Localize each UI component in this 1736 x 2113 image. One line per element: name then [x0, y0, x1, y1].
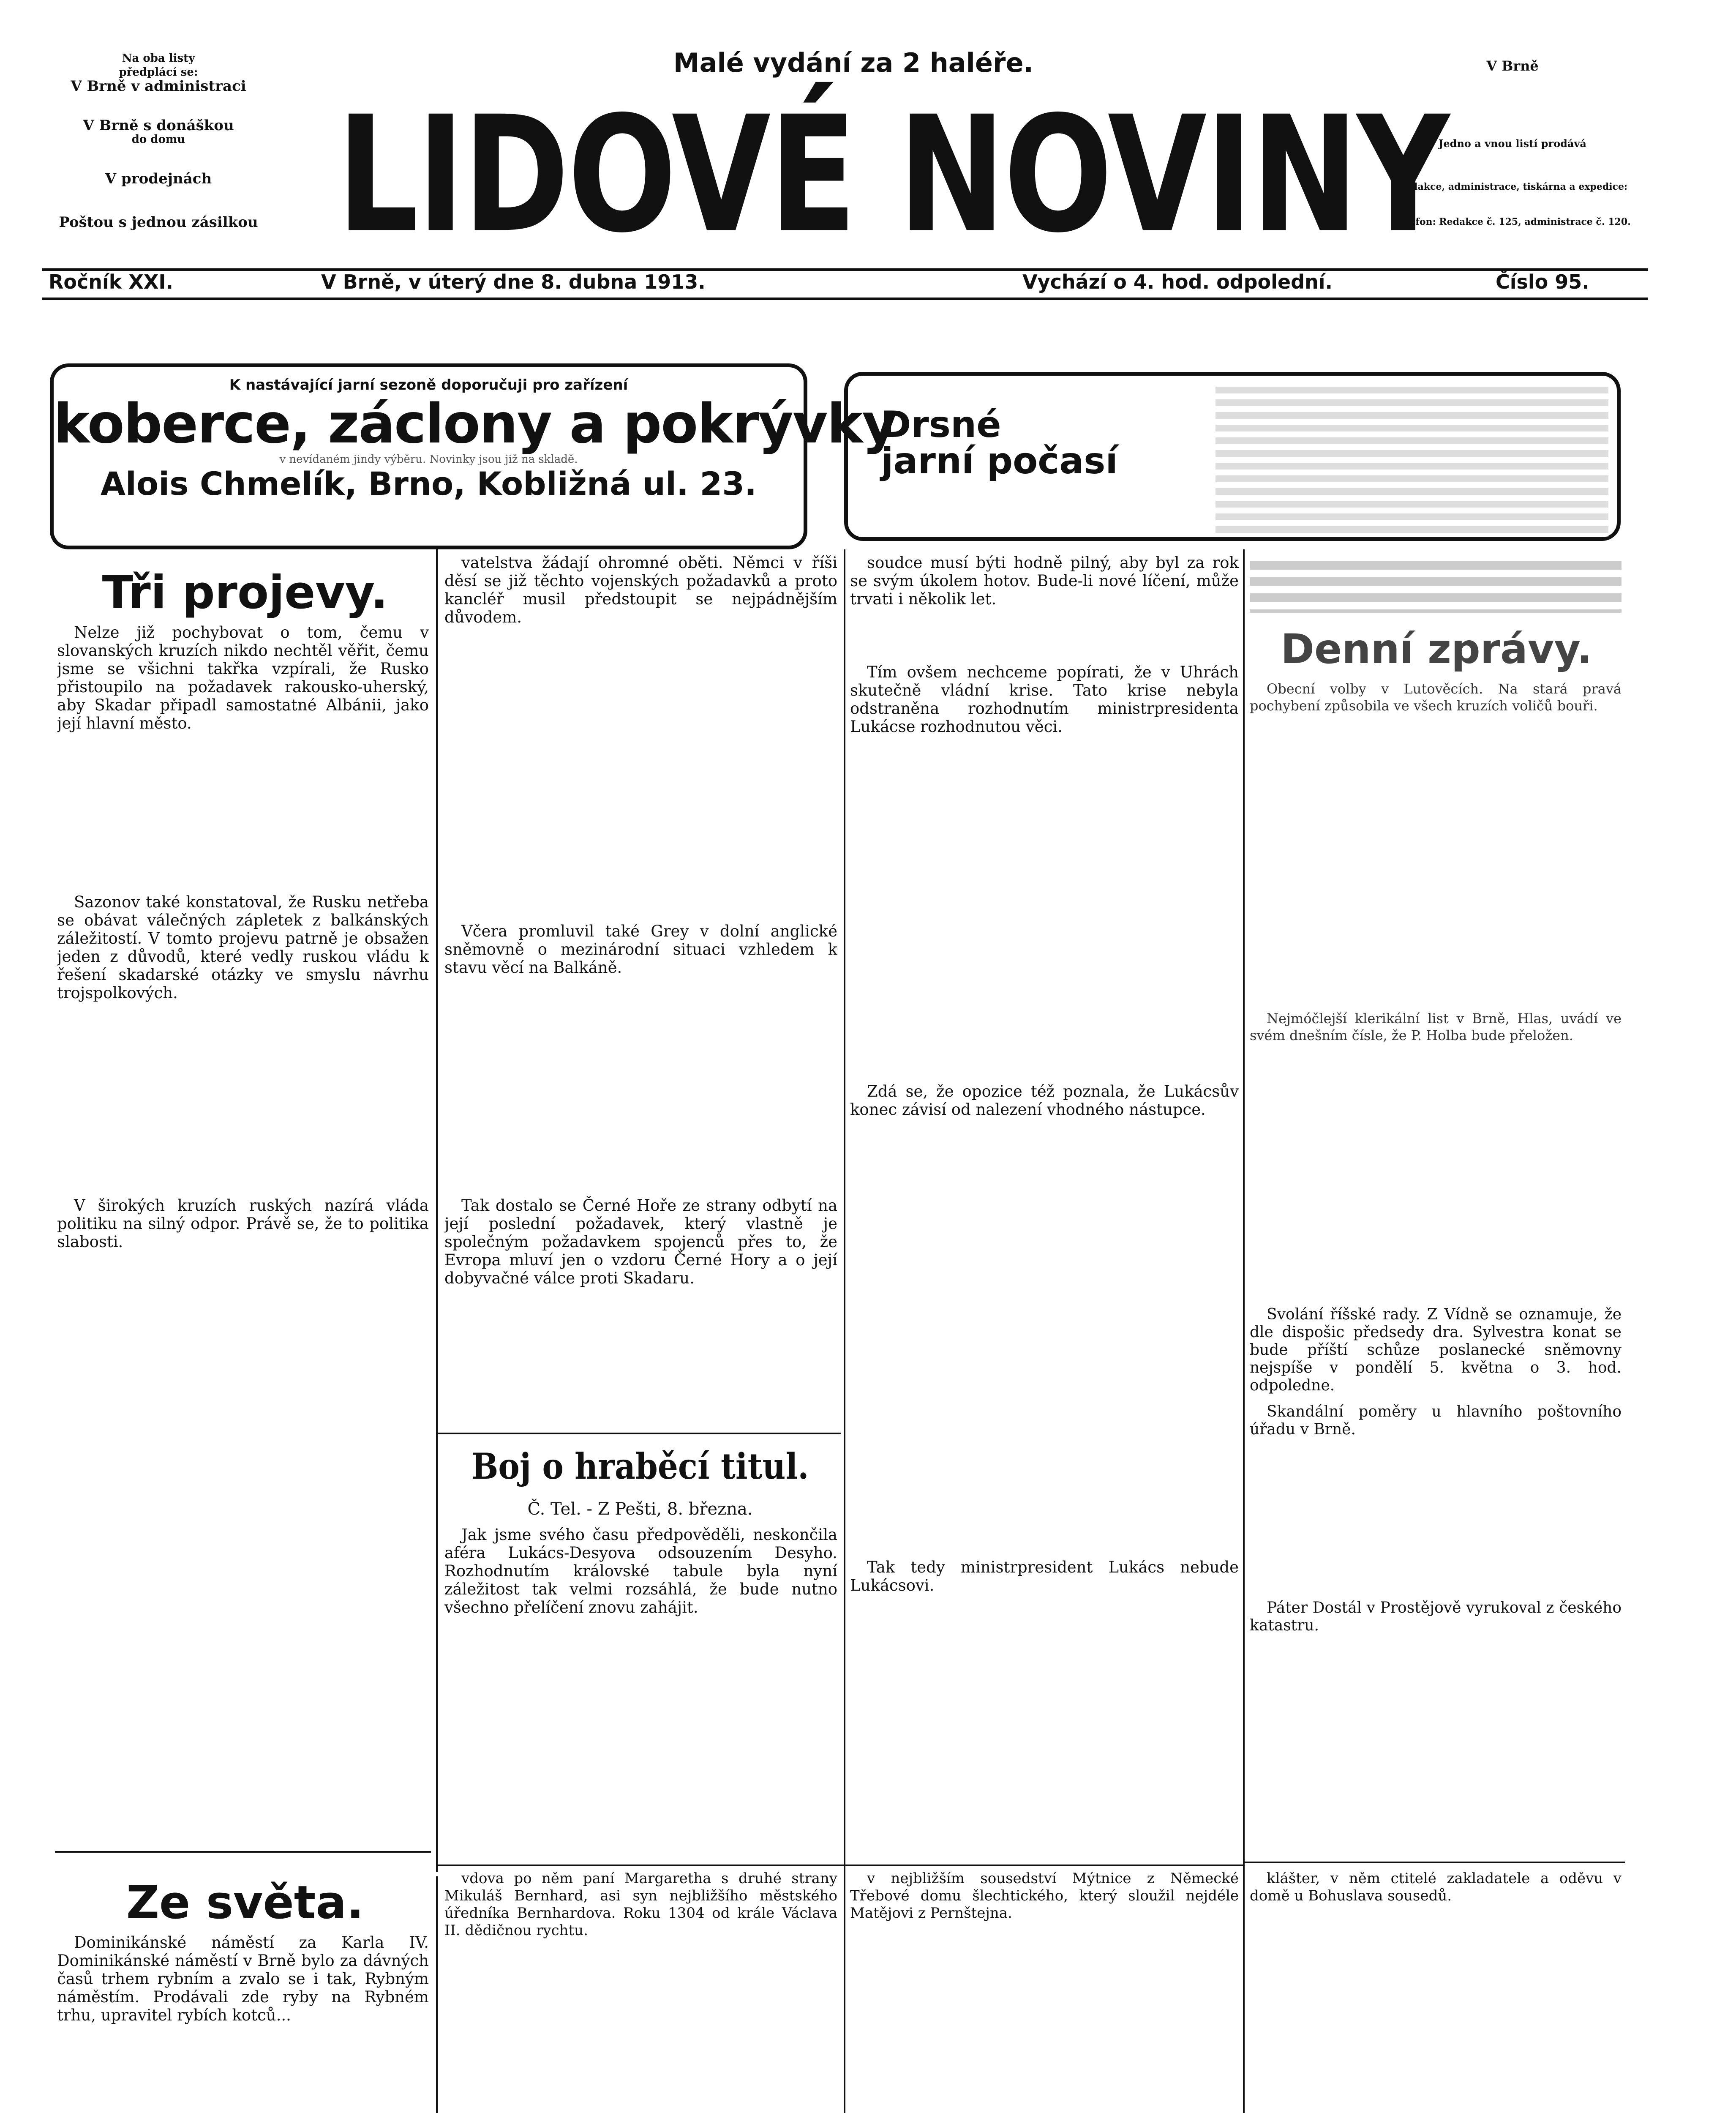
paragraph: Tak dostalo se Černé Hoře ze strany odbytí na její poslední požadavek, který vlastně je společným požadavkem spojenců přes to, že Evropa mluví jen o vzdoru Černé Hory a o její dobyvačné válce proti Skadaru.: [444, 1196, 837, 1287]
paragraph: Včera promluvil také Grey v dolní anglické sněmovně o mezinárodní situaci vzhledem k stavu věcí na Balkáně.: [444, 922, 837, 977]
masthead-tagline: Malé vydání za 2 haléře.: [673, 47, 1034, 78]
article-body-boj: [444, 1526, 837, 1859]
article-heading-boj: Boj o hraběcí titul.: [471, 1445, 809, 1487]
paragraph: klášter, v něm ctitelé zakladatele a oděvu v domě u Bohuslava sousedů.: [1250, 1870, 1622, 1904]
subscription-line: Na oba listy: [122, 52, 195, 65]
paragraph: Jak jsme svého času předpověděli, neskončila aféra Lukács-Desyova odsouzením Desyho. Rozhodnutím královské tabule byla nyní záležitost tak velmi rozsáhlá, že bude nutno všechno přelíčení znovu zahájit.: [444, 1526, 837, 1616]
paragraph: v nejbližším sousedství Mýtnice z Německé Třebové domu šlechtického, který sloužil nejdéle Matějovi z Pernštejna.: [850, 1870, 1239, 1922]
masthead-title: LIDOVÉ NOVINY: [337, 82, 1448, 268]
subscription-line: V Brně v administraci: [71, 78, 246, 95]
subscription-line: Poštou s jednou zásilkou: [59, 214, 258, 231]
bottom-column-2: [444, 1870, 837, 2113]
publisher-line: Redakce, administrace, tiskárna a expedice:: [1397, 181, 1628, 192]
subscription-line: do domu: [131, 133, 185, 146]
paragraph: soudce musí býti hodně pilný, aby byl za rok se svým úkolem hotov. Bude-li nové líčení, může trvati i několik let.: [850, 554, 1239, 608]
paragraph: Nejmóčlejší klerikální list v Brně, Hlas, uvádí ve svém dnešním čísle, že P. Holba bude přeložen.: [1250, 1010, 1622, 1043]
spacer: [1394, 194, 1631, 215]
article-body-column-2: [444, 554, 837, 1424]
advert-firm: Alois Chmelík, Brno, Kobližná ul. 23.: [101, 465, 757, 502]
section-rule: [438, 1865, 1244, 1866]
spacer: [1394, 73, 1631, 136]
article-heading-denni-zpravy: Denní zprávy.: [1281, 625, 1592, 673]
paragraph: Páter Dostál v Prostějově vyrukoval z českého katastru.: [1250, 1599, 1622, 1634]
publisher-line: V Brně: [1486, 58, 1539, 74]
column-rule: [844, 549, 845, 2113]
paragraph: vatelstva žádají ohromné oběti. Němci v říši děsí se již těchto vojenských požadavků a proto kancléř musil předstoupit se nejpádnějším důvodem.: [444, 554, 837, 626]
paragraph: Dominikánské náměstí za Karla IV. Dominikánské náměstí v Brně bylo za dávných časů trhem rybním a zvalo se i tak, Rybným náměstím. Prodávali zde ryby na Rybném trhu, upravitel rybích kotců...: [57, 1933, 429, 2024]
article-body-ze-sveta: [57, 1933, 429, 2113]
paragraph: vdova po něm paní Margaretha s druhé strany Mikuláš Bernhard, asi syn nejbližšího městského úředníka Bernhardova. Roku 1304 od krále Václava II. dědičnou rychtu.: [444, 1870, 837, 1939]
article-heading-ze-sveta: Ze světa.: [126, 1876, 364, 1929]
section-rule: [438, 1433, 841, 1434]
issue-number: Číslo 95.: [1496, 270, 1589, 293]
issue-time: Vychází o 4. hod. odpolední.: [1022, 270, 1333, 293]
spacer: [40, 93, 277, 119]
weather-title-1: Drsné: [881, 404, 1001, 446]
advert-headline: koberce, záclony a pokrývky: [54, 393, 897, 456]
paragraph: Zdá se, že opozice též poznala, že Lukácsův konec závisí od nalezení vhodného nástupce.: [850, 1082, 1239, 1119]
spacer: [1394, 150, 1631, 180]
column-rule: [436, 549, 438, 1872]
section-rule: [55, 1851, 431, 1853]
article-body-column-3: [850, 554, 1239, 1859]
article-dateline-boj: Č. Tel. - Z Pešti, 8. března.: [527, 1499, 753, 1519]
paragraph: Skandální poměry u hlavního poštovního úřadu v Brně.: [1250, 1403, 1622, 1438]
spacer: [40, 147, 277, 172]
subscription-line: předplácí se:: [119, 66, 198, 79]
publisher-line: Telefon: Redakce č. 125, administrace č. 120.: [1394, 216, 1631, 227]
weather-text: [1215, 381, 1608, 537]
column-rule: [1243, 549, 1245, 2113]
paragraph: Tak tedy ministrpresident Lukács nebude Lukácsovi.: [850, 1558, 1239, 1594]
article-heading-tri-projevy: Tři projevy.: [102, 566, 388, 619]
subscription-line: V Brně s donáškou: [83, 117, 234, 134]
paragraph: Svolání říšské rady. Z Vídně se oznamuje, že dle dispošic předsedy dra. Sylvestra konat se bude příští schůze poslanecké sněmovny nejspíše v pondělí 5. května o 3. hod. odpoledne.: [1250, 1306, 1622, 1394]
volume-label: Ročník XXI.: [49, 270, 173, 293]
subscription-info: [40, 52, 277, 276]
advert-intro: K nastávající jarní sezoně doporučuji pro zařízení: [229, 377, 628, 393]
weather-title-2: jarní počasí: [881, 440, 1118, 482]
issue-date: V Brně, v úterý dne 8. dubna 1913.: [321, 270, 706, 293]
header-rule-top: [42, 268, 1648, 271]
paragraph: Nelze již pochybovat o tom, čemu v slovanských kruzích nikdo nechtěl věřit, čemu jsme se všichni takřka vzpírali, že Rusko přistoupilo na požadavek rakousko-uherský, aby Skadar připadl samostatné Albánii, jako její hlavní město.: [57, 623, 429, 732]
column-rule: [436, 1876, 438, 2113]
header-rule-bottom: [42, 298, 1648, 300]
paragraph: Obecní volby v Lutověcích. Na stará pravá pochybení způsobila ve všech kruzích voličů bouři.: [1250, 681, 1622, 714]
spacer: [40, 186, 277, 216]
bottom-column-3: [850, 1870, 1239, 2113]
subscription-line: V prodejnách: [105, 170, 212, 187]
article-body-denni-zpravy: [1250, 680, 1622, 1855]
advert-small: v nevídaném jindy výběru. Novinky jsou již na skladě.: [279, 453, 578, 466]
paragraph: Sazonov také konstatoval, že Rusku netřeba se obávat válečných zápletek z balkánských záležitostí. V tomto projevu patrně je obsažen jeden z důvodů, které vedly ruskou vládu k řešení skadarské otázky ve smyslu návrhu trojspolkových.: [57, 893, 429, 1002]
paragraph: V širokých kruzích ruských nazírá vláda politiku na silný odpor. Právě se, že to politika slabosti.: [57, 1196, 429, 1251]
advert-box: [50, 363, 897, 549]
section-rule: [1245, 1862, 1625, 1863]
weather-box: [844, 372, 1621, 541]
column-4-top: [1250, 554, 1622, 617]
bottom-column-4: [1250, 1870, 1622, 2113]
publisher-line: Jedno a vnou listí prodává: [1439, 137, 1586, 150]
paragraph: Tím ovšem nechceme popírati, že v Uhrách skutečně vládní krise. Tato krise nebyla odstraněna rozhodnutím ministrpresidenta Lukácse rozhodnutou věci.: [850, 663, 1239, 736]
paragraph: [1250, 554, 1622, 613]
publisher-info: [1394, 59, 1631, 262]
article-body-tri-projevy: [57, 623, 429, 1845]
